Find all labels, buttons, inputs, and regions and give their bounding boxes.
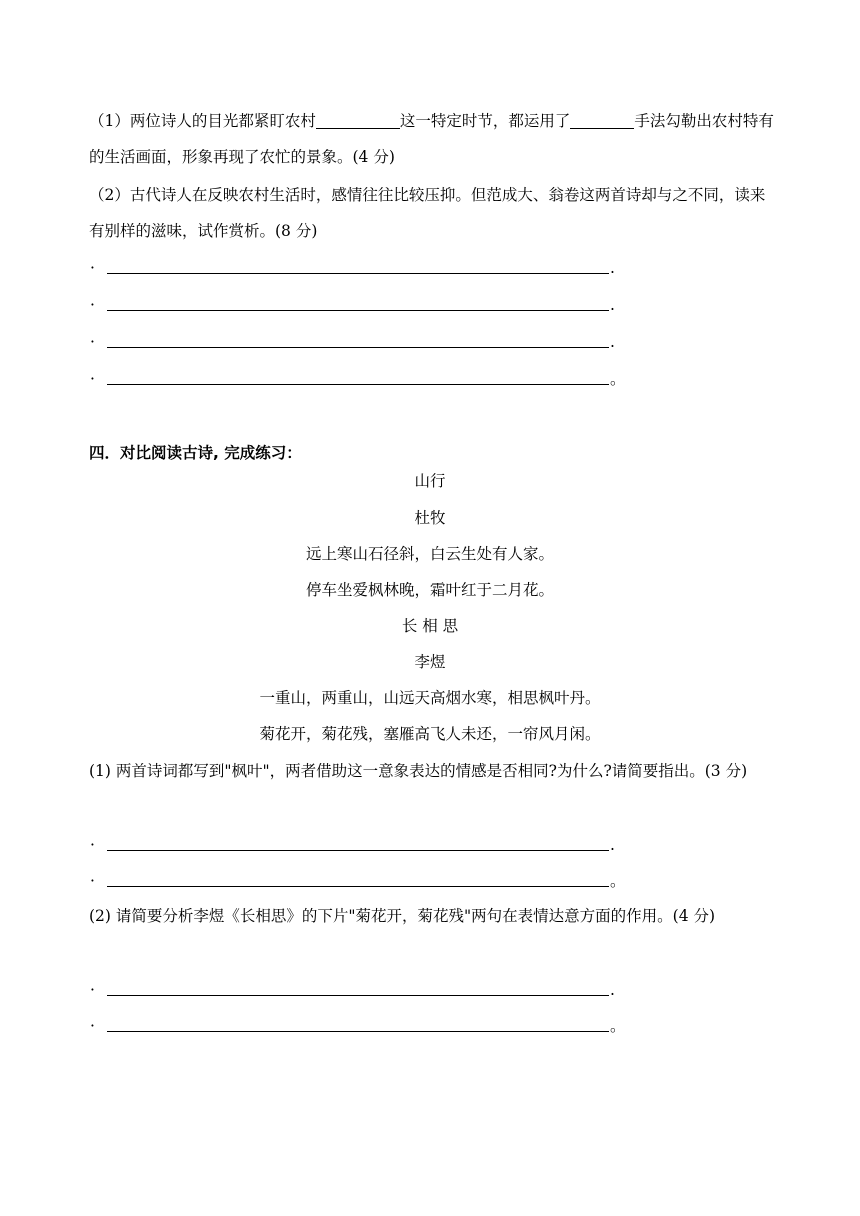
answer-line-bullet: · (90, 1017, 95, 1035)
answer-line[interactable] (90, 980, 630, 1002)
poem-line: 停车坐爱枫林晚，霜叶红于二月花。 (305, 581, 554, 599)
poem-author: 杜牧 (414, 509, 446, 527)
section4-q2-text: (2) 请简要分析李煜《长相思》的下片"菊花开，菊花残"两句在表情达意方面的作用。(4 分) (89, 907, 716, 925)
answer-line-bullet: · (90, 333, 95, 351)
answer-line[interactable] (90, 295, 630, 317)
poem-line: 菊花开，菊花残，塞雁高飞人未还，一帘风月闲。 (259, 725, 601, 743)
answer-line-end: . (610, 259, 615, 277)
answer-line[interactable] (90, 1016, 630, 1038)
answer-line-end: 。 (610, 370, 626, 388)
fill-blank-1[interactable] (316, 110, 400, 129)
answer-underline (107, 347, 609, 348)
answer-line-end: . (610, 296, 615, 314)
q3-sub1-part1: （1）两位诗人的目光都紧盯农村 (89, 112, 316, 130)
answer-line-bullet: · (90, 259, 95, 277)
section4-q1-text: (1) 两首诗词都写到"枫叶"，两者借助这一意象表达的情感是否相同?为什么?请简要指出。(3 分) (89, 762, 748, 780)
answer-line[interactable] (90, 871, 630, 893)
answer-line-bullet: · (90, 836, 95, 854)
q3-sub1-text (89, 103, 779, 175)
answer-underline (107, 886, 609, 887)
poem-title: 长 相 思 (401, 617, 459, 635)
answer-line-end: 。 (610, 1017, 626, 1035)
answer-underline (107, 995, 609, 996)
answer-line-bullet: · (90, 296, 95, 314)
answer-underline (107, 1031, 609, 1032)
answer-underline (107, 273, 609, 274)
answer-line-bullet: · (90, 370, 95, 388)
answer-line[interactable] (90, 369, 630, 391)
answer-line-bullet: · (90, 872, 95, 890)
answer-line-end: . (610, 333, 615, 351)
answer-line-end: 。 (610, 872, 626, 890)
poem-line: 一重山，两重山，山远天高烟水寒，相思枫叶丹。 (259, 689, 601, 707)
poem-author: 李煜 (414, 653, 446, 671)
answer-line[interactable] (90, 835, 630, 857)
answer-line[interactable] (90, 332, 630, 354)
answer-line[interactable] (90, 258, 630, 280)
q3-sub1-part2: 这一特定时节，都运用了 (399, 112, 571, 130)
fill-blank-2[interactable] (570, 110, 634, 129)
answer-line-end: . (610, 981, 615, 999)
answer-line-end: . (610, 836, 615, 854)
answer-underline (107, 850, 609, 851)
answer-underline (107, 384, 609, 385)
poem-line: 远上寒山石径斜，白云生处有人家。 (305, 545, 554, 563)
section-heading: 四．对比阅读古诗, 完成练习： (89, 444, 302, 462)
q3-sub2-text: （2）古代诗人在反映农村生活时，感情往往比较压抑。但范成大、翁卷这两首诗却与之不同，读来有别样的滋味，试作赏析。(8 分) (89, 186, 766, 240)
poem-title: 山行 (414, 472, 446, 490)
answer-underline (107, 310, 609, 311)
q3-sub1-part3: 手法勾勒出农村特有的生活画面，形象再现了农忙的景象。(4 分) (89, 112, 774, 166)
answer-line-bullet: · (90, 981, 95, 999)
